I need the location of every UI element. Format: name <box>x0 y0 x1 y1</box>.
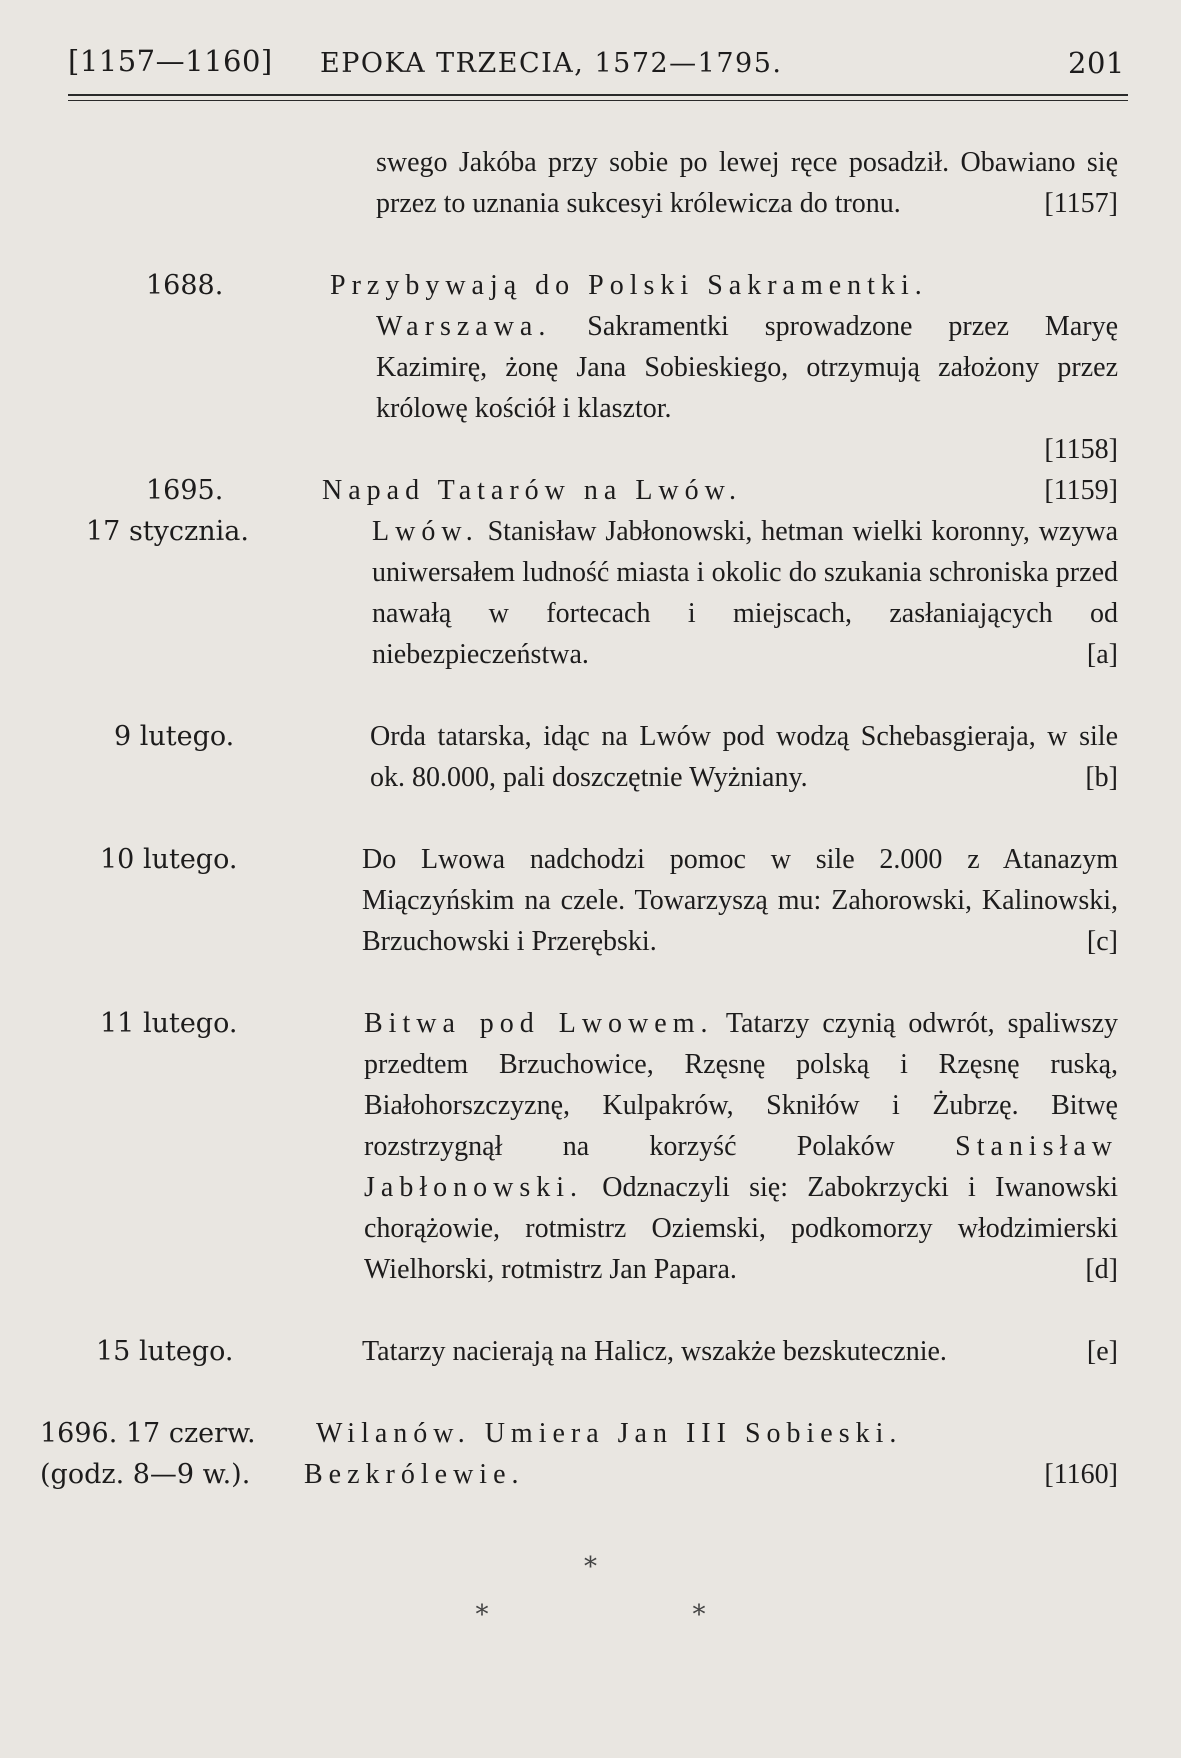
ornament-star: * <box>584 1552 597 1582</box>
entry-text <box>322 470 1118 511</box>
entry-ref: [1157] <box>1044 188 1118 219</box>
ornament-star-pair <box>0 1600 1181 1630</box>
entry-ref: [d] <box>1085 1254 1118 1285</box>
entry-date: 1688. <box>146 270 224 301</box>
entry-ref: [c] <box>1086 926 1118 957</box>
entry-row <box>0 306 1181 470</box>
entry-row <box>0 1413 1181 1454</box>
header-title: EPOKA TRZECIA, 1572—1795. <box>320 48 783 79</box>
page-number: 201 <box>1068 46 1125 80</box>
entry-date: 9 lutego. <box>114 721 235 752</box>
entry-date: 1695. <box>146 475 224 506</box>
entry-text <box>304 1454 1118 1495</box>
entry-title: Lwów. <box>372 516 479 547</box>
chronology-entries <box>0 142 1181 1495</box>
entry-ref: [e] <box>1086 1336 1118 1367</box>
entry-title: Wilanów. <box>316 1418 471 1449</box>
entry-date: 10 lutego. <box>100 844 238 875</box>
entry-title: Bezkrólewie. <box>304 1459 525 1490</box>
entry-date: 15 lutego. <box>96 1336 234 1367</box>
entry-title-event: Umiera Jan III Sobieski. <box>484 1418 903 1449</box>
entry-text <box>362 839 1118 962</box>
entry-title: Warszawa. <box>376 311 552 342</box>
entry-row <box>0 511 1181 716</box>
entry-date: 1696. 17 czerw. <box>40 1418 256 1449</box>
entry-text <box>376 142 1118 224</box>
entry-row <box>0 470 1181 511</box>
running-header <box>0 38 1181 88</box>
entry-text <box>362 1331 1118 1372</box>
entry-row <box>0 142 1181 265</box>
ornament-star: * <box>475 1600 489 1630</box>
entry-text <box>364 1003 1118 1290</box>
entry-body: Tatarzy nacierają na Halicz, wszakże bezskutecznie. <box>362 1336 947 1367</box>
entry-text <box>316 1413 1118 1454</box>
entry-date: 17 stycznia. <box>86 516 249 547</box>
entry-row <box>0 839 1181 1003</box>
entry-title: Napad Tatarów na Lwów. <box>322 475 743 506</box>
entry-text <box>370 716 1118 798</box>
entry-row <box>0 1003 1181 1331</box>
entry-body: Tatarzy czynią odwrót, spaliwszy przedtem Brzuchowice, Rzęsnę polską i Rzęsnę ruską, Białohorszczyznę, Kulpakrów, Skniłów i Żubrzę. Bitwę rozstrzygnął na korzyść Polaków <box>364 1008 1118 1162</box>
entry-body: Do Lwowa nadchodzi pomoc w sile 2.000 z Atanazym Miączyńskim na czele. Towarzyszą mu: Zahorowski, Kalinowski, Brzuchowski i Przerębski. <box>362 844 1118 957</box>
entry-text <box>376 306 1118 470</box>
ornament-star: * <box>692 1600 706 1630</box>
entry-ref: [a] <box>1086 639 1118 670</box>
entry-ref: [1158] <box>1044 434 1118 465</box>
header-rule <box>68 94 1128 96</box>
entry-body: swego Jakóba przy sobie po lewej ręce posadził. Obawiano się przez to uznania sukcesyi królewicza do tronu. <box>376 147 1118 219</box>
header-entry-range: [1157—1160] <box>68 44 273 78</box>
entry-row <box>0 716 1181 839</box>
header-rule-thin <box>68 100 1128 101</box>
entry-row <box>0 265 1181 306</box>
entry-text <box>372 511 1118 675</box>
entry-title: Przybywają do Polski Sakramentki. <box>330 270 928 301</box>
entry-row <box>0 1331 1181 1413</box>
entry-title-person: Stanisław Jabłonowski. <box>364 1131 1119 1203</box>
entry-title: Bitwa pod Lwowem. <box>364 1008 714 1039</box>
entry-body: Sakramentki sprowadzone przez Maryę Kazimirę, żonę Jana Sobieskiego, otrzymują założony przez królowę kościół i klasztor. <box>376 311 1118 424</box>
entry-body: Stanisław Jabłonowski, hetman wielki koronny, wzywa uniwersałem ludność miasta i okolic do szukania schroniska przed nawałą w fortecach i miejscach, zasłaniających od niebezpieczeństwa. <box>372 516 1119 670</box>
entry-ref: [1159] <box>1044 475 1118 506</box>
entry-body: Orda tatarska, idąc na Lwów pod wodzą Schebasgieraja, w sile ok. 80.000, pali doszczętnie Wyżniany. <box>370 721 1118 793</box>
entry-ref: [1160] <box>1044 1459 1118 1490</box>
entry-date: (godz. 8—9 w.). <box>40 1459 251 1490</box>
entry-text <box>330 265 1118 306</box>
entry-body-continued: Odznaczyli się: Zabokrzycki i Iwanowski chorążowie, rotmistrz Oziemski, podkomorzy włodzimierski Wielhorski, rotmistrz Jan Papara. <box>364 1172 1118 1285</box>
entry-ref: [b] <box>1085 762 1118 793</box>
entry-date: 11 lutego. <box>100 1008 238 1039</box>
entry-row <box>0 1454 1181 1495</box>
